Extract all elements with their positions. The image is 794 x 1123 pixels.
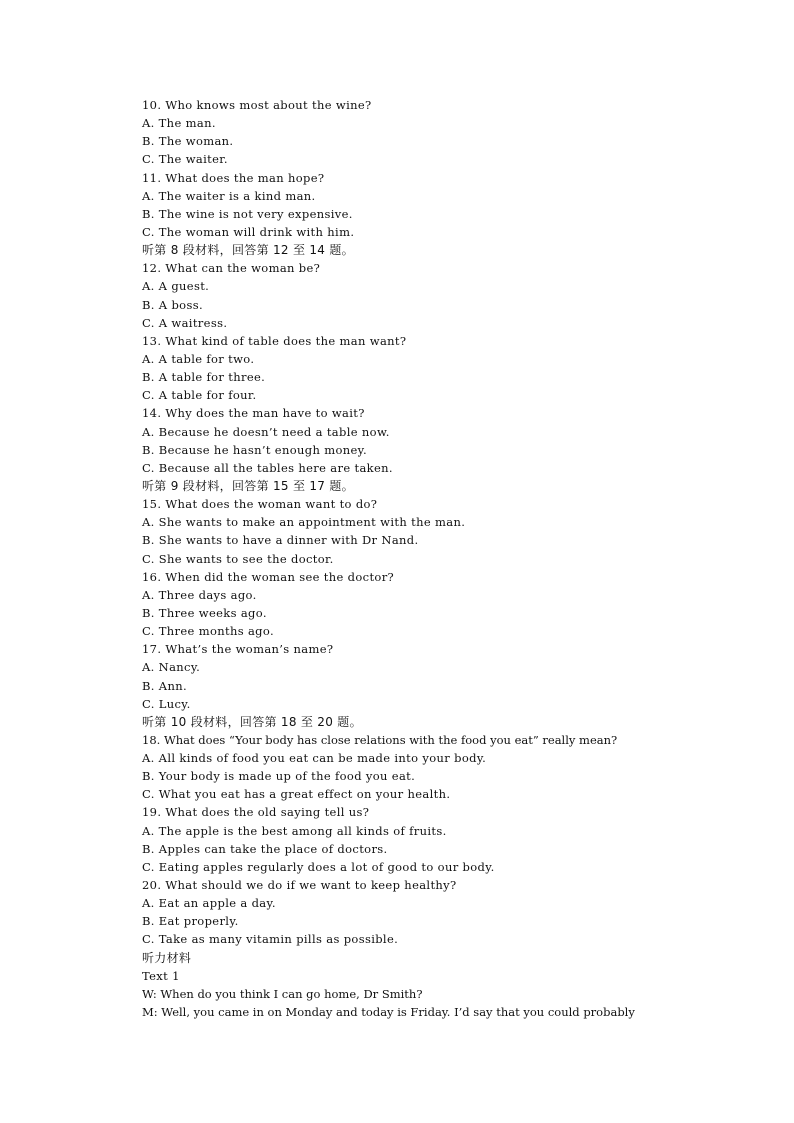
question-text: 10. Who knows most about the wine?: [142, 98, 372, 112]
answer-option: B. Three weeks ago.: [142, 605, 267, 620]
answer-option: A. A guest.: [142, 279, 210, 294]
question-text: 18. What does “Your body has close relations with the food you eat” really mean?: [142, 732, 618, 747]
question-text: 15. What does the woman want to do?: [142, 497, 378, 512]
answer-option: A. The man.: [142, 116, 216, 131]
text-heading: Text 1: [142, 968, 180, 983]
answer-option: A. She wants to make an appointment with the man.: [142, 515, 466, 530]
answer-option: C. Take as many vitamin pills as possible.: [142, 932, 399, 947]
question-text: 12. What can the woman be?: [142, 261, 321, 276]
question-text: 13. What kind of table does the man want?: [142, 333, 407, 348]
answer-option: C. A waitress.: [142, 315, 228, 330]
question-text: 20. What should we do if we want to keep healthy?: [142, 878, 457, 893]
dialogue-line: M: Well, you came in on Monday and today is Friday. I’d say that you could probably: [142, 1005, 635, 1020]
answer-option: C. What you eat has a great effect on your health.: [142, 787, 451, 802]
answer-option: C. The waiter.: [142, 152, 228, 167]
answer-option: B. Your body is made up of the food you eat.: [142, 769, 416, 784]
answer-option: C. A table for four.: [142, 388, 257, 403]
document-body: [142, 96, 702, 1021]
answer-option: B. A table for three.: [142, 370, 266, 385]
answer-option: B. Apples can take the place of doctors.: [142, 841, 388, 856]
answer-option: A. The apple is the best among all kinds of fruits.: [142, 823, 447, 838]
answer-option: C. Eating apples regularly does a lot of good to our body.: [142, 859, 495, 874]
answer-option: C. She wants to see the doctor.: [142, 551, 334, 566]
answer-option: B. The woman.: [142, 134, 234, 149]
dialogue-line: W: When do you think I can go home, Dr Smith?: [142, 986, 423, 1001]
section-instruction: 听力材料: [142, 950, 192, 965]
answer-option: A. Because he doesn’t need a table now.: [142, 424, 390, 439]
answer-option: B. A boss.: [142, 297, 203, 312]
answer-option: A. The waiter is a kind man.: [142, 188, 316, 203]
answer-option: B. The wine is not very expensive.: [142, 206, 353, 221]
question-text: 19. What does the old saying tell us?: [142, 805, 370, 820]
answer-option: A. All kinds of food you eat can be made into your body.: [142, 751, 487, 766]
answer-option: A. Nancy.: [142, 660, 201, 675]
answer-option: B. Because he hasn’t enough money.: [142, 442, 367, 457]
section-instruction: 听第 9 段材料，回答第 15 至 17 题。: [142, 478, 354, 493]
question-text: 16. When did the woman see the doctor?: [142, 569, 395, 584]
question-text: 11. What does the man hope?: [142, 170, 325, 185]
answer-option: C. The woman will drink with him.: [142, 224, 355, 239]
answer-option: C. Three months ago.: [142, 624, 274, 639]
answer-option: A. Three days ago.: [142, 587, 257, 602]
answer-option: A. A table for two.: [142, 351, 255, 366]
answer-option: A. Eat an apple a day.: [142, 896, 276, 911]
answer-option: C. Lucy.: [142, 696, 191, 711]
section-instruction: 听第 8 段材料，回答第 12 至 14 题。: [142, 243, 354, 258]
question-text: 17. What’s the woman’s name?: [142, 642, 334, 657]
answer-option: C. Because all the tables here are taken.: [142, 460, 393, 475]
answer-option: B. She wants to have a dinner with Dr Nand.: [142, 533, 419, 548]
answer-option: B. Ann.: [142, 678, 187, 693]
answer-option: B. Eat properly.: [142, 914, 239, 929]
question-text: 14. Why does the man have to wait?: [142, 406, 365, 421]
section-instruction: 听第 10 段材料，回答第 18 至 20 题。: [142, 714, 362, 729]
